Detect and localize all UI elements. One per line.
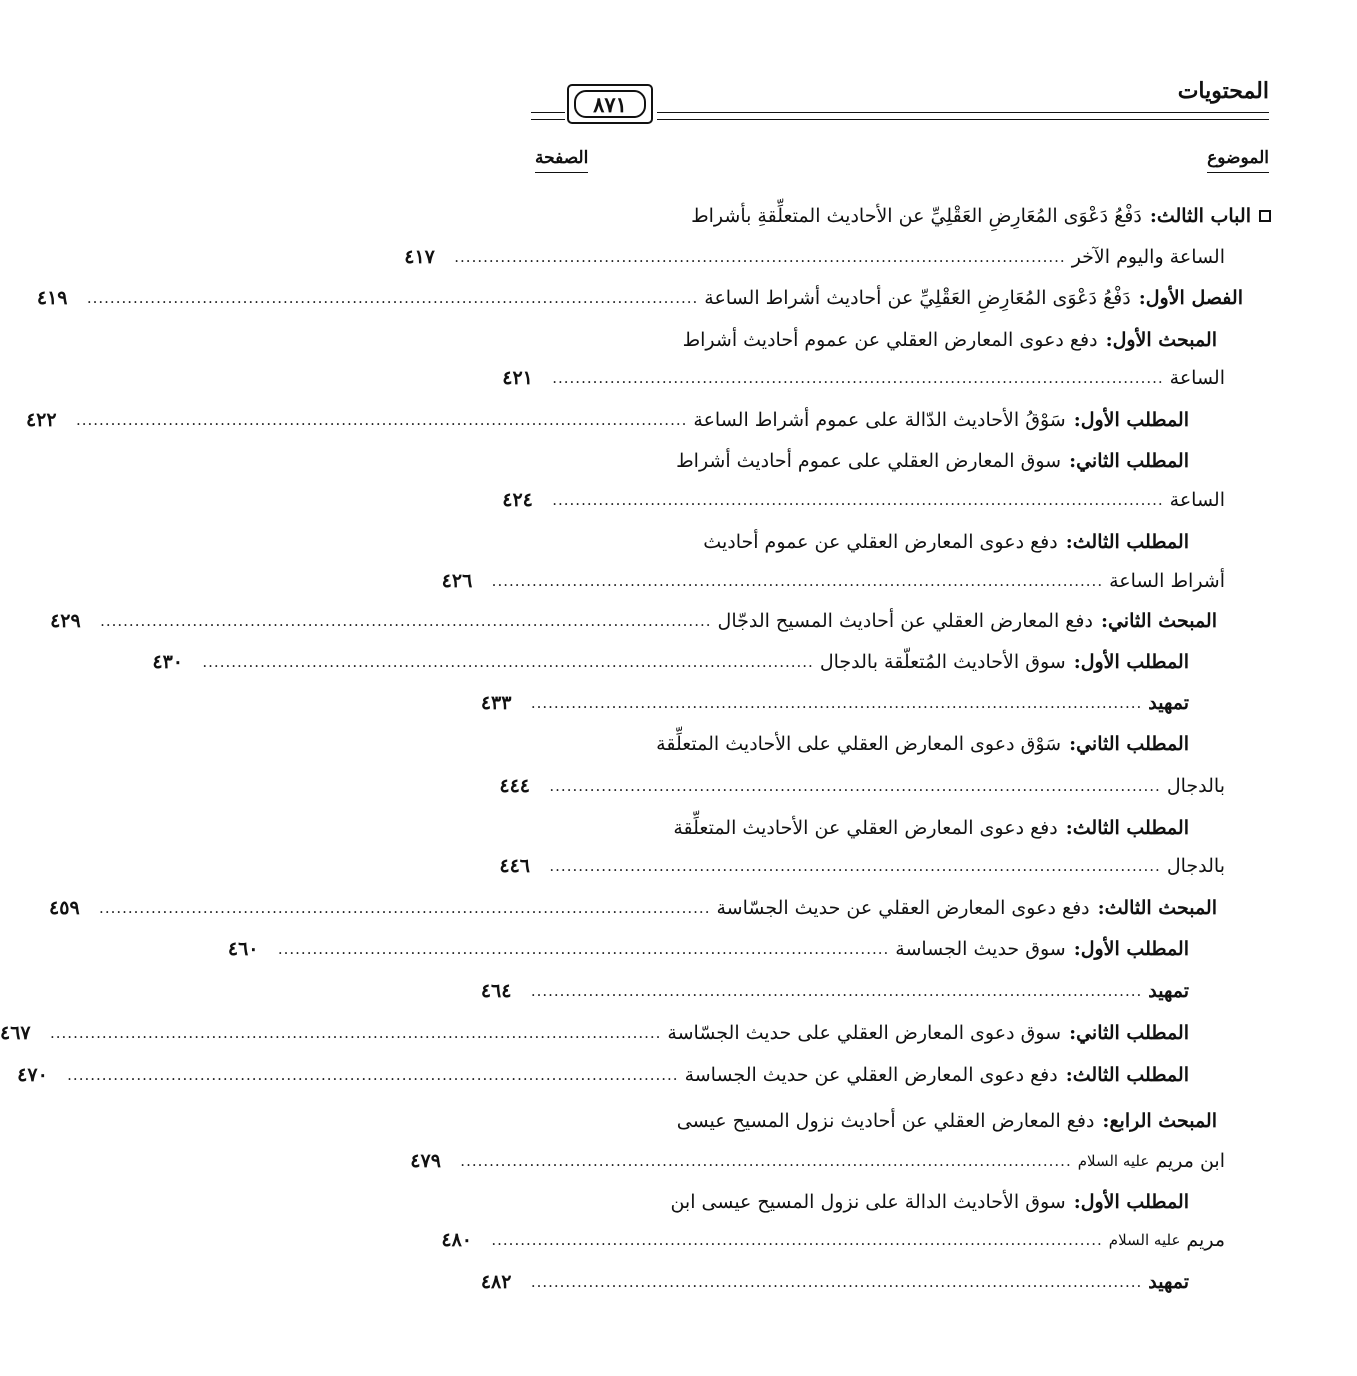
dot-leader: .......................................................................................................... bbox=[530, 1273, 1143, 1291]
label-colon: : bbox=[1065, 1064, 1073, 1086]
label-colon: : bbox=[1069, 733, 1077, 755]
label-colon: : bbox=[1097, 897, 1105, 919]
toc-entry bbox=[441, 1220, 1225, 1260]
toc-entry-label: المطلب الثالث bbox=[1072, 817, 1189, 839]
toc-entry-label: تمهيد bbox=[1148, 980, 1189, 1002]
dot-leader: .......................................................................................................... bbox=[460, 1152, 1072, 1170]
toc-entry bbox=[0, 1013, 1189, 1053]
label-colon: : bbox=[1102, 1110, 1110, 1132]
dot-leader: .......................................................................................................... bbox=[202, 653, 814, 671]
honorific-glyph: عليه السلام bbox=[1108, 1231, 1181, 1249]
toc-entry-page: ٤٦٧ bbox=[0, 1022, 31, 1044]
label-colon: : bbox=[1065, 817, 1073, 839]
toc-entry-page: ٤٣٣ bbox=[480, 692, 512, 714]
dot-leader: .......................................................................................................... bbox=[86, 289, 699, 307]
toc-entry-label: المطلب الأول bbox=[1080, 409, 1189, 431]
toc-entry bbox=[577, 522, 1189, 562]
label-colon: : bbox=[1073, 651, 1081, 673]
label-colon: : bbox=[1065, 531, 1073, 553]
toc-entry-text: الساعة واليوم الآخر bbox=[1071, 246, 1225, 268]
toc-entry-label: المطلب الثالث bbox=[1072, 1064, 1189, 1086]
toc-entry-text: سوق المعارض العقلي على عموم أحاديث أشراط bbox=[676, 450, 1062, 472]
dot-leader: .......................................................................................................... bbox=[491, 572, 1104, 590]
toc-entry bbox=[480, 683, 1189, 723]
toc-entry-text: دَفْعُ دَعْوَى المُعَارِضِ العَقْلِيِّ عن الأحاديث المتعلِّقةِ بأشراط bbox=[691, 205, 1142, 227]
toc-entry-label: المبحث الثاني bbox=[1107, 610, 1217, 632]
dot-leader: .......................................................................................................... bbox=[549, 857, 1161, 875]
toc-entry-text: سَوْقُ الأحاديث الدّالة على عموم أشراط الساعة bbox=[693, 409, 1066, 431]
toc-entry-page: ٤٢٤ bbox=[502, 489, 533, 511]
toc-entry-page: ٤٢٩ bbox=[50, 610, 81, 632]
toc-entry bbox=[404, 237, 1225, 277]
label-colon: : bbox=[1100, 610, 1108, 632]
toc-entry-text: دَفْعُ دَعْوَى المُعَارِضِ العَقْلِيِّ عن أحاديث أشراط الساعة bbox=[704, 287, 1131, 309]
toc-entry bbox=[49, 888, 1217, 928]
toc-entry-label: الباب الثالث bbox=[1156, 205, 1251, 227]
page-column-heading: الصفحة bbox=[535, 148, 588, 173]
toc-entry bbox=[25, 400, 1189, 440]
toc-entry bbox=[571, 196, 1271, 236]
toc-entry-label: تمهيد bbox=[1148, 1271, 1189, 1293]
toc-entry-page: ٤٢٦ bbox=[441, 570, 473, 592]
toc-entry-label: المبحث الأول bbox=[1112, 329, 1217, 351]
page-number: ٨٧١ bbox=[574, 90, 646, 118]
running-title: المحتويات bbox=[1177, 78, 1269, 104]
toc-entry-page: ٤٨٢ bbox=[480, 1271, 512, 1293]
toc-entry-label: تمهيد bbox=[1148, 692, 1189, 714]
toc-entry bbox=[577, 441, 1189, 481]
dot-leader: .......................................................................................................... bbox=[277, 940, 890, 958]
toc-entry-page: ٤٣٠ bbox=[152, 651, 184, 673]
label-colon: : bbox=[1073, 938, 1081, 960]
toc-entry-text: الساعة bbox=[1169, 367, 1225, 389]
toc-entry-label: المطلب الثاني bbox=[1076, 1022, 1189, 1044]
toc-entry-page: ٤١٧ bbox=[404, 246, 435, 268]
dot-leader: .......................................................................................................... bbox=[549, 777, 1161, 795]
toc-entry-page: ٤٢١ bbox=[502, 367, 533, 389]
toc-entry-page: ٤٧٩ bbox=[410, 1150, 441, 1172]
toc-entry-page: ٤٥٩ bbox=[49, 897, 80, 919]
label-colon: : bbox=[1069, 450, 1077, 472]
toc-entry-label: المطلب الأول bbox=[1080, 938, 1189, 960]
toc-entry-text: سوق الأحاديث المُتعلّقة بالدجال bbox=[819, 651, 1066, 673]
toc-entry bbox=[502, 480, 1225, 520]
toc-entry-page: ٤٤٦ bbox=[499, 855, 531, 877]
square-bullet-icon bbox=[1259, 210, 1271, 222]
toc-entry-text: سوق حديث الجساسة bbox=[895, 938, 1066, 960]
toc-entry bbox=[577, 724, 1189, 764]
toc-entry-label: الفصل الأول bbox=[1145, 287, 1243, 309]
dot-leader: .......................................................................................................... bbox=[552, 491, 1164, 509]
toc-entry bbox=[36, 278, 1243, 318]
toc-entry-text: سوق دعوى المعارض العقلي على حديث الجسّاسة bbox=[667, 1022, 1062, 1044]
toc-entry-text: دفع المعارض العقلي عن أحاديث المسيح الدجّال bbox=[717, 610, 1093, 632]
toc-entry-text: دفع المعارض العقلي عن أحاديث نزول المسيح عيسى bbox=[676, 1110, 1095, 1132]
dot-leader: .......................................................................................................... bbox=[100, 612, 712, 630]
toc-entry-label: المطلب الأول bbox=[1080, 1191, 1189, 1213]
toc-entry-label: المطلب الثاني bbox=[1076, 733, 1189, 755]
label-colon: : bbox=[1105, 329, 1113, 351]
topic-column-heading: الموضوع bbox=[1207, 148, 1269, 173]
toc-entry-page: ٤٨٠ bbox=[441, 1229, 472, 1251]
dot-leader: .......................................................................................................... bbox=[491, 1231, 1103, 1249]
toc-entry-page: ٤٢٢ bbox=[25, 409, 57, 431]
toc-entry-text: دفع دعوى المعارض العقلي عن حديث الجسّاسة bbox=[716, 897, 1090, 919]
dot-leader: .......................................................................................................... bbox=[454, 248, 1066, 266]
toc-entry bbox=[577, 1101, 1217, 1141]
dot-leader: .......................................................................................................... bbox=[530, 982, 1143, 1000]
toc-entry-text: بالدجال bbox=[1166, 775, 1225, 797]
toc-entry-page: ٤١٩ bbox=[36, 287, 68, 309]
toc-entry bbox=[577, 1182, 1189, 1222]
toc-entry bbox=[50, 601, 1217, 641]
toc-entry bbox=[577, 320, 1217, 360]
label-colon: : bbox=[1138, 287, 1146, 309]
toc-entry-text: بالدجال bbox=[1166, 855, 1225, 877]
label-colon: : bbox=[1069, 1022, 1077, 1044]
toc-entry-label: المطلب الثالث bbox=[1072, 531, 1189, 553]
toc-entry bbox=[441, 561, 1225, 601]
toc-entry-page: ٤٧٠ bbox=[17, 1064, 48, 1086]
toc-entry bbox=[480, 971, 1189, 1011]
toc-entry-text: سوق الأحاديث الدالة على نزول المسيح عيسى ابن bbox=[670, 1191, 1066, 1213]
toc-entry bbox=[410, 1141, 1225, 1181]
toc-entry bbox=[577, 808, 1189, 848]
toc-entry-text: دفع دعوى المعارض العقلي عن عموم أحاديث أشراط bbox=[682, 329, 1098, 351]
dot-leader: .......................................................................................................... bbox=[99, 899, 711, 917]
toc-entry bbox=[227, 929, 1189, 969]
toc-entry bbox=[499, 766, 1225, 806]
toc-entry-text: ابن مريم bbox=[1155, 1150, 1225, 1172]
honorific-glyph: عليه السلام bbox=[1077, 1152, 1150, 1170]
toc-entry-text: دفع دعوى المعارض العقلي عن عموم أحاديث bbox=[703, 531, 1058, 553]
toc-entry bbox=[152, 642, 1189, 682]
toc-entry-text: مريم bbox=[1186, 1229, 1225, 1251]
dot-leader: .......................................................................................................... bbox=[530, 694, 1143, 712]
label-colon: : bbox=[1073, 409, 1081, 431]
toc-entry bbox=[502, 358, 1225, 398]
toc-entry-page: ٤٤٤ bbox=[499, 775, 531, 797]
toc-entry-text: سَوْق دعوى المعارض العقلي على الأحاديث المتعلِّقة bbox=[656, 733, 1062, 755]
toc-entry-label: المبحث الرابع bbox=[1109, 1110, 1217, 1132]
toc-entry-text: أشراط الساعة bbox=[1109, 570, 1225, 592]
toc-entry bbox=[480, 1262, 1189, 1302]
toc-entry-label: المطلب الأول bbox=[1080, 651, 1189, 673]
toc-entry-label: المبحث الثالث bbox=[1104, 897, 1217, 919]
dot-leader: .......................................................................................................... bbox=[75, 411, 688, 429]
toc-entry-text: الساعة bbox=[1169, 489, 1225, 511]
toc-entry-page: ٤٦٤ bbox=[480, 980, 512, 1002]
label-colon: : bbox=[1073, 1191, 1081, 1213]
toc-entry bbox=[499, 846, 1225, 886]
label-colon: : bbox=[1149, 205, 1157, 227]
toc-entry-page: ٤٦٠ bbox=[227, 938, 259, 960]
toc-entry-text: دفع دعوى المعارض العقلي عن حديث الجساسة bbox=[684, 1064, 1058, 1086]
dot-leader: .......................................................................................................... bbox=[50, 1024, 662, 1042]
toc-entry bbox=[17, 1055, 1189, 1095]
dot-leader: .......................................................................................................... bbox=[67, 1066, 679, 1084]
dot-leader: .......................................................................................................... bbox=[552, 369, 1164, 387]
toc-entry-text: دفع دعوى المعارض العقلي عن الأحاديث المتعلِّقة bbox=[673, 817, 1058, 839]
toc-entry-label: المطلب الثاني bbox=[1076, 450, 1189, 472]
